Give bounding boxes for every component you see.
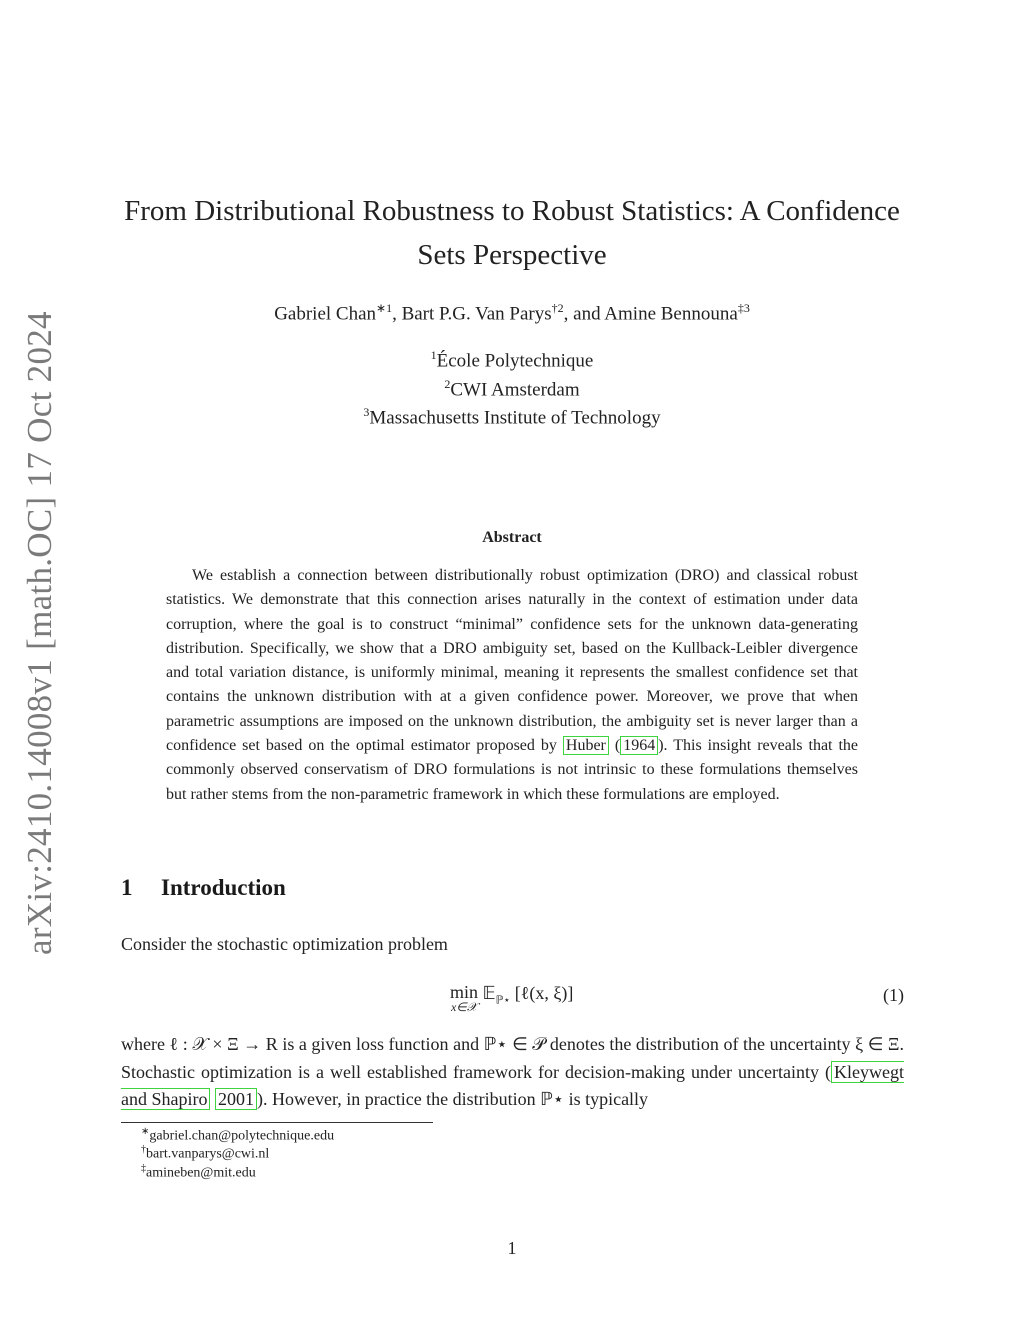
author-mark: ∗1 xyxy=(376,301,393,315)
footnote-email: amineben@mit.edu xyxy=(146,1165,256,1181)
affiliation-name: CWI Amsterdam xyxy=(450,379,580,401)
abstract-heading: Abstract xyxy=(482,529,542,546)
equation-expectation-sub: ℙ⋆ xyxy=(495,994,511,1007)
author-mark: †2 xyxy=(551,301,564,315)
page-number: 1 xyxy=(507,1238,517,1258)
section-title: Introduction xyxy=(161,875,286,900)
footnote xyxy=(141,1144,269,1163)
footnote xyxy=(141,1163,256,1182)
affiliation xyxy=(100,348,924,372)
equation-expectation: 𝔼 xyxy=(482,983,496,1003)
paper-title-line-2: Sets Perspective xyxy=(417,239,607,271)
affiliation xyxy=(100,377,924,401)
equation-subscript: x∈𝒳 xyxy=(450,1000,478,1014)
author-separator: , and xyxy=(563,303,605,325)
affiliation-name: École Polytechnique xyxy=(436,350,594,372)
arxiv-stamp: arXiv:2410.14008v1 [math.OC] 17 Oct 2024 xyxy=(20,311,59,955)
paper-title-line-1: From Distributional Robustness to Robust Statistics: A Confidence xyxy=(124,195,900,227)
equation-min: min xyxy=(450,982,479,1002)
affiliation-mark: 2 xyxy=(444,377,451,391)
intro-paragraph: Consider the stochastic optimization problem xyxy=(121,934,448,954)
footnote-mark: † xyxy=(141,1144,146,1155)
footnote xyxy=(141,1126,334,1145)
author-mark: ‡3 xyxy=(737,301,750,315)
affiliation xyxy=(100,405,924,429)
footnote-mark: ‡ xyxy=(141,1163,146,1174)
author-name: Bart P.G. Van Parys xyxy=(401,303,552,325)
footnote-mark: ∗ xyxy=(141,1126,150,1137)
author-list: Gabriel Chan$^{∗1}$, Bart P.G. Van Parys$^{\dagger 2}$, and Amine Bennouna$^{\ddagger 3}$ xyxy=(274,301,750,325)
author-name: Amine Bennouna xyxy=(604,303,738,325)
citation-link-huber[interactable]: Huber xyxy=(563,736,609,755)
citation-link-2001[interactable]: 2001 xyxy=(215,1088,257,1110)
affiliation-name: Massachusetts Institute of Technology xyxy=(369,407,661,429)
body-paragraph: where ℓ : 𝒳 × Ξ → R is a given loss function and ℙ⋆ ∈ 𝒫 denotes the distribution of the uncertainty ξ ∈ Ξ. Stochastic optimization is a well established framework for decision-making under uncertainty ( Kleywegt and Shapiro 2001 ). However, in practice the distribution ℙ⋆ is typically xyxy=(121,1034,904,1109)
footnote-email: bart.vanparys@cwi.nl xyxy=(146,1146,270,1162)
footnote-email: gabriel.chan@polytechnique.edu xyxy=(149,1128,335,1144)
affiliation-mark: 1 xyxy=(430,348,437,362)
citation-link-kleywegt-shapiro[interactable]: Kleywegt and Shapiro xyxy=(121,1061,904,1109)
section-heading xyxy=(121,875,286,901)
author-name: Gabriel Chan xyxy=(274,303,377,325)
equation-number: (1) xyxy=(883,985,904,1005)
section-number: 1 xyxy=(121,875,133,900)
equation-1 xyxy=(450,983,573,1013)
equation-argument: [ℓ(x, ξ)] xyxy=(510,983,574,1003)
abstract-text: We establish a connection between distributionally robust optimization (DRO) and classical robust statistics. We demonstrate that this connection arises naturally in the context of estimation under data corruption, where the goal is to construct “minimal” confidence sets for the unknown data-generating distribution. Specifically, we show that a DRO ambiguity set, based on the Kullback-Leibler divergence and total variation distance, is uniformly minimal, meaning it represents the smallest confidence set that contains the unknown distribution with at a given confidence power. Moreover, we prove that when parametric assumptions are imposed on the unknown distribution, the ambiguity set is never larger than a confidence set based on the optimal estimator proposed by Huber ( 1964 ). This insight reveals that the commonly observed conservatism of DRO formulations is not intrinsic to these formulations themselves but rather stems from the non-parametric framework in which these formulations are employed. xyxy=(166,567,859,803)
affiliation-mark: 3 xyxy=(363,405,370,419)
citation-link-1964[interactable]: 1964 xyxy=(620,736,658,755)
footnote-divider xyxy=(121,1122,433,1123)
